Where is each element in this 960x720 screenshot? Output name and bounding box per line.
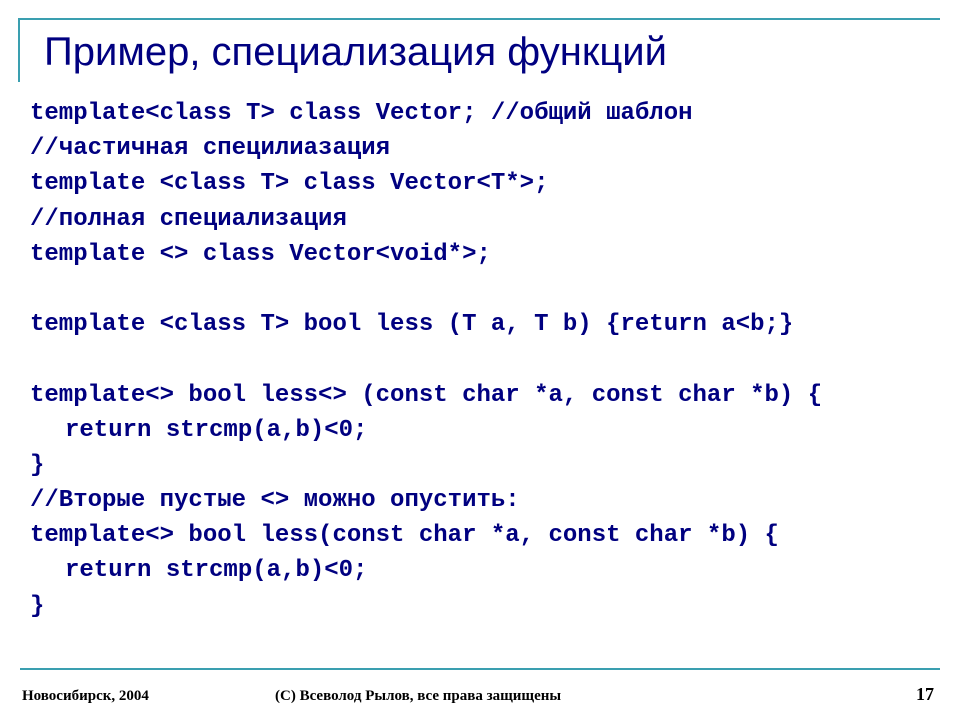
slide-title: Пример, специализация функций	[44, 30, 667, 74]
footer-copyright: (C) Всеволод Рылов, все права защищены	[275, 688, 562, 704]
footer-location-year: Новосибирск, 2004	[22, 688, 149, 704]
code-line: }	[30, 592, 45, 620]
code-line: template <class T> bool less (T a, T b) {return a<b;}	[30, 311, 794, 339]
code-line: //полная специализация	[30, 205, 347, 233]
code-line: //Вторые пустые <> можно опустить:	[30, 487, 520, 515]
code-line: template <> class Vector<void*>;	[30, 240, 491, 268]
code-line: template <class T> class Vector<T*>;	[30, 170, 549, 198]
page-number: 17	[916, 684, 934, 704]
code-block	[30, 96, 822, 624]
code-line-indented: return strcmp(a,b)<0;	[65, 416, 368, 444]
frame-top-line	[18, 18, 940, 20]
code-line: template<> bool less<> (const char *a, const char *b) {	[30, 381, 823, 409]
code-line-blank	[30, 342, 822, 377]
code-line: //частичная специлиазация	[30, 135, 391, 163]
frame-left-line	[18, 18, 20, 82]
code-line: template<class T> class Vector; //общий шаблон	[30, 100, 693, 127]
code-line-blank	[30, 272, 822, 307]
code-line-indented: return strcmp(a,b)<0;	[65, 557, 368, 585]
code-line: template<> bool less(const char *a, const char *b) {	[30, 522, 779, 550]
code-line: }	[30, 451, 45, 479]
footer-divider	[20, 668, 940, 670]
